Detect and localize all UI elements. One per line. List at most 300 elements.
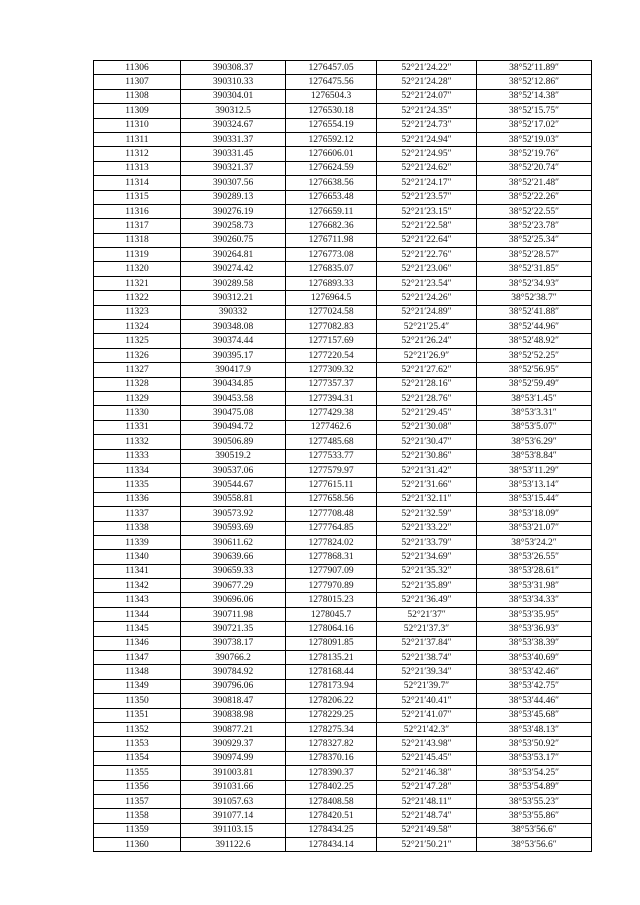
x-coordinate-cell: 391103.15 xyxy=(181,823,286,837)
y-coordinate-cell: 1278173.94 xyxy=(286,679,377,693)
point-number-cell: 11358 xyxy=(94,809,181,823)
latitude-cell: 52°21′22.76″ xyxy=(377,248,477,262)
table-row xyxy=(94,492,592,506)
table-row xyxy=(94,564,592,578)
y-coordinate-cell: 1276624.59 xyxy=(286,161,377,175)
x-coordinate-cell: 390838.98 xyxy=(181,708,286,722)
y-coordinate-cell: 1276554.19 xyxy=(286,118,377,132)
latitude-cell: 52°21′48.74″ xyxy=(377,809,477,823)
x-coordinate-cell: 390519.2 xyxy=(181,449,286,463)
latitude-cell: 52°21′30.08″ xyxy=(377,420,477,434)
longitude-cell: 38°52′56.95″ xyxy=(477,363,592,377)
x-coordinate-cell: 391031.66 xyxy=(181,780,286,794)
x-coordinate-cell: 390659.33 xyxy=(181,564,286,578)
latitude-cell: 52°21′30.86″ xyxy=(377,449,477,463)
y-coordinate-cell: 1278015.23 xyxy=(286,593,377,607)
point-number-cell: 11333 xyxy=(94,449,181,463)
point-number-cell: 11341 xyxy=(94,564,181,578)
y-coordinate-cell: 1278064.16 xyxy=(286,622,377,636)
latitude-cell: 52°21′31.66″ xyxy=(377,478,477,492)
y-coordinate-cell: 1277485.68 xyxy=(286,435,377,449)
y-coordinate-cell: 1276964.5 xyxy=(286,291,377,305)
y-coordinate-cell: 1277220.54 xyxy=(286,348,377,362)
latitude-cell: 52°21′31.42″ xyxy=(377,463,477,477)
x-coordinate-cell: 390974.99 xyxy=(181,751,286,765)
table-row xyxy=(94,276,592,290)
point-number-cell: 11355 xyxy=(94,766,181,780)
x-coordinate-cell: 390784.92 xyxy=(181,665,286,679)
longitude-cell: 38°52′22.55″ xyxy=(477,204,592,218)
longitude-cell: 38°52′20.74″ xyxy=(477,161,592,175)
y-coordinate-cell: 1277394.31 xyxy=(286,391,377,405)
x-coordinate-cell: 390738.17 xyxy=(181,636,286,650)
y-coordinate-cell: 1278402.25 xyxy=(286,780,377,794)
point-number-cell: 11345 xyxy=(94,622,181,636)
latitude-cell: 52°21′33.79″ xyxy=(377,535,477,549)
point-number-cell: 11340 xyxy=(94,550,181,564)
y-coordinate-cell: 1277658.56 xyxy=(286,492,377,506)
x-coordinate-cell: 390766.2 xyxy=(181,651,286,665)
latitude-cell: 52°21′35.32″ xyxy=(377,564,477,578)
longitude-cell: 38°53′53.17″ xyxy=(477,751,592,765)
x-coordinate-cell: 390395.17 xyxy=(181,348,286,362)
x-coordinate-cell: 390274.42 xyxy=(181,262,286,276)
latitude-cell: 52°21′23.15″ xyxy=(377,204,477,218)
y-coordinate-cell: 1277309.32 xyxy=(286,363,377,377)
latitude-cell: 52°21′43.98″ xyxy=(377,737,477,751)
table-row xyxy=(94,204,592,218)
y-coordinate-cell: 1277024.58 xyxy=(286,305,377,319)
x-coordinate-cell: 390264.81 xyxy=(181,248,286,262)
longitude-cell: 38°52′14.38″ xyxy=(477,89,592,103)
longitude-cell: 38°52′52.25″ xyxy=(477,348,592,362)
longitude-cell: 38°53′55.23″ xyxy=(477,794,592,808)
latitude-cell: 52°21′41.07″ xyxy=(377,708,477,722)
y-coordinate-cell: 1278229.25 xyxy=(286,708,377,722)
table-row xyxy=(94,233,592,247)
table-row xyxy=(94,305,592,319)
y-coordinate-cell: 1276773.08 xyxy=(286,248,377,262)
latitude-cell: 52°21′32.59″ xyxy=(377,507,477,521)
point-number-cell: 11343 xyxy=(94,593,181,607)
x-coordinate-cell: 390677.29 xyxy=(181,579,286,593)
longitude-cell: 38°53′48.13″ xyxy=(477,722,592,736)
y-coordinate-cell: 1278091.85 xyxy=(286,636,377,650)
table-row xyxy=(94,161,592,175)
y-coordinate-cell: 1277429.38 xyxy=(286,406,377,420)
table-row xyxy=(94,89,592,103)
x-coordinate-cell: 390331.37 xyxy=(181,132,286,146)
table-row xyxy=(94,708,592,722)
latitude-cell: 52°21′24.95″ xyxy=(377,147,477,161)
table-row xyxy=(94,766,592,780)
longitude-cell: 38°52′19.03″ xyxy=(477,132,592,146)
table-row xyxy=(94,132,592,146)
latitude-cell: 52°21′39.7″ xyxy=(377,679,477,693)
x-coordinate-cell: 390721.35 xyxy=(181,622,286,636)
longitude-cell: 38°53′31.98″ xyxy=(477,579,592,593)
y-coordinate-cell: 1276475.56 xyxy=(286,75,377,89)
table-row xyxy=(94,391,592,405)
longitude-cell: 38°53′13.14″ xyxy=(477,478,592,492)
latitude-cell: 52°21′28.76″ xyxy=(377,391,477,405)
table-row xyxy=(94,420,592,434)
y-coordinate-cell: 1278168.44 xyxy=(286,665,377,679)
point-number-cell: 11315 xyxy=(94,190,181,204)
point-number-cell: 11318 xyxy=(94,233,181,247)
y-coordinate-cell: 1277579.97 xyxy=(286,463,377,477)
x-coordinate-cell: 390796.06 xyxy=(181,679,286,693)
point-number-cell: 11307 xyxy=(94,75,181,89)
table-row xyxy=(94,579,592,593)
table-row xyxy=(94,694,592,708)
table-row xyxy=(94,334,592,348)
latitude-cell: 52°21′34.69″ xyxy=(377,550,477,564)
latitude-cell: 52°21′40.41″ xyxy=(377,694,477,708)
point-number-cell: 11348 xyxy=(94,665,181,679)
point-number-cell: 11331 xyxy=(94,420,181,434)
latitude-cell: 52°21′29.45″ xyxy=(377,406,477,420)
point-number-cell: 11326 xyxy=(94,348,181,362)
longitude-cell: 38°53′24.2″ xyxy=(477,535,592,549)
table-row xyxy=(94,75,592,89)
latitude-cell: 52°21′37.3″ xyxy=(377,622,477,636)
x-coordinate-cell: 390331.45 xyxy=(181,147,286,161)
x-coordinate-cell: 390258.73 xyxy=(181,219,286,233)
y-coordinate-cell: 1278135.21 xyxy=(286,651,377,665)
y-coordinate-cell: 1278408.58 xyxy=(286,794,377,808)
x-coordinate-cell: 390374.44 xyxy=(181,334,286,348)
point-number-cell: 11310 xyxy=(94,118,181,132)
x-coordinate-cell: 390276.19 xyxy=(181,204,286,218)
point-number-cell: 11313 xyxy=(94,161,181,175)
table-row xyxy=(94,320,592,334)
latitude-cell: 52°21′22.64″ xyxy=(377,233,477,247)
y-coordinate-cell: 1276638.56 xyxy=(286,176,377,190)
y-coordinate-cell: 1278370.16 xyxy=(286,751,377,765)
x-coordinate-cell: 390310.33 xyxy=(181,75,286,89)
x-coordinate-cell: 391003.81 xyxy=(181,766,286,780)
point-number-cell: 11357 xyxy=(94,794,181,808)
longitude-cell: 38°53′18.09″ xyxy=(477,507,592,521)
longitude-cell: 38°52′21.48″ xyxy=(477,176,592,190)
table-row xyxy=(94,176,592,190)
x-coordinate-cell: 390332 xyxy=(181,305,286,319)
y-coordinate-cell: 1276835.07 xyxy=(286,262,377,276)
y-coordinate-cell: 1277157.69 xyxy=(286,334,377,348)
point-number-cell: 11328 xyxy=(94,377,181,391)
longitude-cell: 38°53′44.46″ xyxy=(477,694,592,708)
longitude-cell: 38°53′8.84″ xyxy=(477,449,592,463)
table-row xyxy=(94,679,592,693)
point-number-cell: 11319 xyxy=(94,248,181,262)
latitude-cell: 52°21′24.94″ xyxy=(377,132,477,146)
latitude-cell: 52°21′23.54″ xyxy=(377,276,477,290)
y-coordinate-cell: 1277082.83 xyxy=(286,320,377,334)
point-number-cell: 11356 xyxy=(94,780,181,794)
table-row xyxy=(94,147,592,161)
latitude-cell: 52°21′24.89″ xyxy=(377,305,477,319)
table-row xyxy=(94,449,592,463)
latitude-cell: 52°21′38.74″ xyxy=(377,651,477,665)
x-coordinate-cell: 390289.13 xyxy=(181,190,286,204)
x-coordinate-cell: 390307.56 xyxy=(181,176,286,190)
point-number-cell: 11330 xyxy=(94,406,181,420)
point-number-cell: 11335 xyxy=(94,478,181,492)
point-number-cell: 11354 xyxy=(94,751,181,765)
y-coordinate-cell: 1276592.12 xyxy=(286,132,377,146)
x-coordinate-cell: 390558.81 xyxy=(181,492,286,506)
point-number-cell: 11347 xyxy=(94,651,181,665)
point-number-cell: 11344 xyxy=(94,607,181,621)
x-coordinate-cell: 390417.9 xyxy=(181,363,286,377)
longitude-cell: 38°52′38.7″ xyxy=(477,291,592,305)
y-coordinate-cell: 1277824.02 xyxy=(286,535,377,549)
longitude-cell: 38°53′6.29″ xyxy=(477,435,592,449)
y-coordinate-cell: 1277907.09 xyxy=(286,564,377,578)
x-coordinate-cell: 391057.63 xyxy=(181,794,286,808)
longitude-cell: 38°53′45.68″ xyxy=(477,708,592,722)
x-coordinate-cell: 390308.37 xyxy=(181,61,286,75)
x-coordinate-cell: 390929.37 xyxy=(181,737,286,751)
y-coordinate-cell: 1276711.98 xyxy=(286,233,377,247)
latitude-cell: 52°21′24.17″ xyxy=(377,176,477,190)
point-number-cell: 11353 xyxy=(94,737,181,751)
table-row xyxy=(94,636,592,650)
table-row xyxy=(94,607,592,621)
point-number-cell: 11327 xyxy=(94,363,181,377)
latitude-cell: 52°21′28.16″ xyxy=(377,377,477,391)
latitude-cell: 52°21′26.9″ xyxy=(377,348,477,362)
x-coordinate-cell: 390434.85 xyxy=(181,377,286,391)
longitude-cell: 38°53′40.69″ xyxy=(477,651,592,665)
table-row xyxy=(94,435,592,449)
longitude-cell: 38°52′23.78″ xyxy=(477,219,592,233)
table-row xyxy=(94,794,592,808)
y-coordinate-cell: 1278434.25 xyxy=(286,823,377,837)
longitude-cell: 38°53′28.61″ xyxy=(477,564,592,578)
latitude-cell: 52°21′50.21″ xyxy=(377,838,477,852)
point-number-cell: 11349 xyxy=(94,679,181,693)
longitude-cell: 38°53′11.29″ xyxy=(477,463,592,477)
longitude-cell: 38°52′17.02″ xyxy=(477,118,592,132)
table-row xyxy=(94,219,592,233)
y-coordinate-cell: 1278206.22 xyxy=(286,694,377,708)
longitude-cell: 38°53′54.89″ xyxy=(477,780,592,794)
point-number-cell: 11322 xyxy=(94,291,181,305)
point-number-cell: 11351 xyxy=(94,708,181,722)
coordinates-table-body xyxy=(94,61,592,852)
longitude-cell: 38°52′15.75″ xyxy=(477,104,592,118)
y-coordinate-cell: 1277533.77 xyxy=(286,449,377,463)
table-row xyxy=(94,622,592,636)
table-row xyxy=(94,780,592,794)
latitude-cell: 52°21′37.84″ xyxy=(377,636,477,650)
table-row xyxy=(94,104,592,118)
latitude-cell: 52°21′36.49″ xyxy=(377,593,477,607)
y-coordinate-cell: 1278045.7 xyxy=(286,607,377,621)
latitude-cell: 52°21′24.35″ xyxy=(377,104,477,118)
longitude-cell: 38°52′44.96″ xyxy=(477,320,592,334)
longitude-cell: 38°52′41.88″ xyxy=(477,305,592,319)
latitude-cell: 52°21′32.11″ xyxy=(377,492,477,506)
longitude-cell: 38°53′3.31″ xyxy=(477,406,592,420)
longitude-cell: 38°53′36.93″ xyxy=(477,622,592,636)
point-number-cell: 11336 xyxy=(94,492,181,506)
longitude-cell: 38°53′35.95″ xyxy=(477,607,592,621)
latitude-cell: 52°21′24.28″ xyxy=(377,75,477,89)
y-coordinate-cell: 1278434.14 xyxy=(286,838,377,852)
y-coordinate-cell: 1277764.85 xyxy=(286,521,377,535)
y-coordinate-cell: 1276659.11 xyxy=(286,204,377,218)
point-number-cell: 11342 xyxy=(94,579,181,593)
table-row xyxy=(94,478,592,492)
table-row xyxy=(94,348,592,362)
point-number-cell: 11321 xyxy=(94,276,181,290)
x-coordinate-cell: 390818.47 xyxy=(181,694,286,708)
point-number-cell: 11323 xyxy=(94,305,181,319)
latitude-cell: 52°21′39.34″ xyxy=(377,665,477,679)
x-coordinate-cell: 390312.21 xyxy=(181,291,286,305)
table-row xyxy=(94,377,592,391)
table-row xyxy=(94,118,592,132)
latitude-cell: 52°21′42.3″ xyxy=(377,722,477,736)
y-coordinate-cell: 1277868.31 xyxy=(286,550,377,564)
table-row xyxy=(94,507,592,521)
table-row xyxy=(94,665,592,679)
x-coordinate-cell: 390453.58 xyxy=(181,391,286,405)
y-coordinate-cell: 1276653.48 xyxy=(286,190,377,204)
x-coordinate-cell: 390321.37 xyxy=(181,161,286,175)
y-coordinate-cell: 1276530.18 xyxy=(286,104,377,118)
table-row xyxy=(94,262,592,276)
point-number-cell: 11332 xyxy=(94,435,181,449)
longitude-cell: 38°52′28.57″ xyxy=(477,248,592,262)
longitude-cell: 38°53′15.44″ xyxy=(477,492,592,506)
x-coordinate-cell: 391077.14 xyxy=(181,809,286,823)
latitude-cell: 52°21′49.58″ xyxy=(377,823,477,837)
latitude-cell: 52°21′45.45″ xyxy=(377,751,477,765)
longitude-cell: 38°52′11.89″ xyxy=(477,61,592,75)
x-coordinate-cell: 390639.66 xyxy=(181,550,286,564)
point-number-cell: 11338 xyxy=(94,521,181,535)
latitude-cell: 52°21′46.38″ xyxy=(377,766,477,780)
table-row xyxy=(94,248,592,262)
longitude-cell: 38°53′55.86″ xyxy=(477,809,592,823)
x-coordinate-cell: 390506.89 xyxy=(181,435,286,449)
longitude-cell: 38°53′56.6″ xyxy=(477,838,592,852)
y-coordinate-cell: 1276457.05 xyxy=(286,61,377,75)
latitude-cell: 52°21′26.24″ xyxy=(377,334,477,348)
point-number-cell: 11334 xyxy=(94,463,181,477)
point-number-cell: 11360 xyxy=(94,838,181,852)
longitude-cell: 38°52′12.86″ xyxy=(477,75,592,89)
coordinates-table xyxy=(93,60,592,852)
x-coordinate-cell: 390611.62 xyxy=(181,535,286,549)
x-coordinate-cell: 390494.72 xyxy=(181,420,286,434)
table-row xyxy=(94,838,592,852)
point-number-cell: 11324 xyxy=(94,320,181,334)
x-coordinate-cell: 390537.06 xyxy=(181,463,286,477)
latitude-cell: 52°21′24.73″ xyxy=(377,118,477,132)
longitude-cell: 38°52′59.49″ xyxy=(477,377,592,391)
y-coordinate-cell: 1277708.48 xyxy=(286,507,377,521)
longitude-cell: 38°52′34.93″ xyxy=(477,276,592,290)
longitude-cell: 38°53′34.33″ xyxy=(477,593,592,607)
table-row xyxy=(94,722,592,736)
x-coordinate-cell: 390348.08 xyxy=(181,320,286,334)
longitude-cell: 38°53′50.92″ xyxy=(477,737,592,751)
point-number-cell: 11352 xyxy=(94,722,181,736)
latitude-cell: 52°21′33.22″ xyxy=(377,521,477,535)
latitude-cell: 52°21′25.4″ xyxy=(377,320,477,334)
y-coordinate-cell: 1276893.33 xyxy=(286,276,377,290)
longitude-cell: 38°53′42.46″ xyxy=(477,665,592,679)
longitude-cell: 38°53′26.55″ xyxy=(477,550,592,564)
y-coordinate-cell: 1276682.36 xyxy=(286,219,377,233)
point-number-cell: 11325 xyxy=(94,334,181,348)
table-row xyxy=(94,521,592,535)
y-coordinate-cell: 1278390.37 xyxy=(286,766,377,780)
longitude-cell: 38°53′21.07″ xyxy=(477,521,592,535)
x-coordinate-cell: 390312.5 xyxy=(181,104,286,118)
point-number-cell: 11308 xyxy=(94,89,181,103)
x-coordinate-cell: 391122.6 xyxy=(181,838,286,852)
longitude-cell: 38°53′54.25″ xyxy=(477,766,592,780)
longitude-cell: 38°53′38.39″ xyxy=(477,636,592,650)
latitude-cell: 52°21′35.89″ xyxy=(377,579,477,593)
latitude-cell: 52°21′24.62″ xyxy=(377,161,477,175)
x-coordinate-cell: 390289.58 xyxy=(181,276,286,290)
point-number-cell: 11312 xyxy=(94,147,181,161)
y-coordinate-cell: 1277970.89 xyxy=(286,579,377,593)
latitude-cell: 52°21′24.26″ xyxy=(377,291,477,305)
latitude-cell: 52°21′24.07″ xyxy=(377,89,477,103)
y-coordinate-cell: 1278420.51 xyxy=(286,809,377,823)
table-row xyxy=(94,550,592,564)
point-number-cell: 11317 xyxy=(94,219,181,233)
y-coordinate-cell: 1276606.01 xyxy=(286,147,377,161)
table-row xyxy=(94,823,592,837)
x-coordinate-cell: 390593.69 xyxy=(181,521,286,535)
latitude-cell: 52°21′47.28″ xyxy=(377,780,477,794)
point-number-cell: 11309 xyxy=(94,104,181,118)
table-row xyxy=(94,535,592,549)
y-coordinate-cell: 1276504.3 xyxy=(286,89,377,103)
point-number-cell: 11359 xyxy=(94,823,181,837)
table-row xyxy=(94,406,592,420)
table-row xyxy=(94,291,592,305)
latitude-cell: 52°21′37″ xyxy=(377,607,477,621)
point-number-cell: 11350 xyxy=(94,694,181,708)
longitude-cell: 38°52′48.92″ xyxy=(477,334,592,348)
longitude-cell: 38°53′56.6″ xyxy=(477,823,592,837)
x-coordinate-cell: 390324.67 xyxy=(181,118,286,132)
table-row xyxy=(94,809,592,823)
longitude-cell: 38°52′25.34″ xyxy=(477,233,592,247)
longitude-cell: 38°52′19.76″ xyxy=(477,147,592,161)
latitude-cell: 52°21′30.47″ xyxy=(377,435,477,449)
table-row xyxy=(94,751,592,765)
x-coordinate-cell: 390475.08 xyxy=(181,406,286,420)
point-number-cell: 11320 xyxy=(94,262,181,276)
y-coordinate-cell: 1278327.82 xyxy=(286,737,377,751)
point-number-cell: 11337 xyxy=(94,507,181,521)
y-coordinate-cell: 1277462.6 xyxy=(286,420,377,434)
table-row xyxy=(94,61,592,75)
table-row xyxy=(94,593,592,607)
point-number-cell: 11346 xyxy=(94,636,181,650)
